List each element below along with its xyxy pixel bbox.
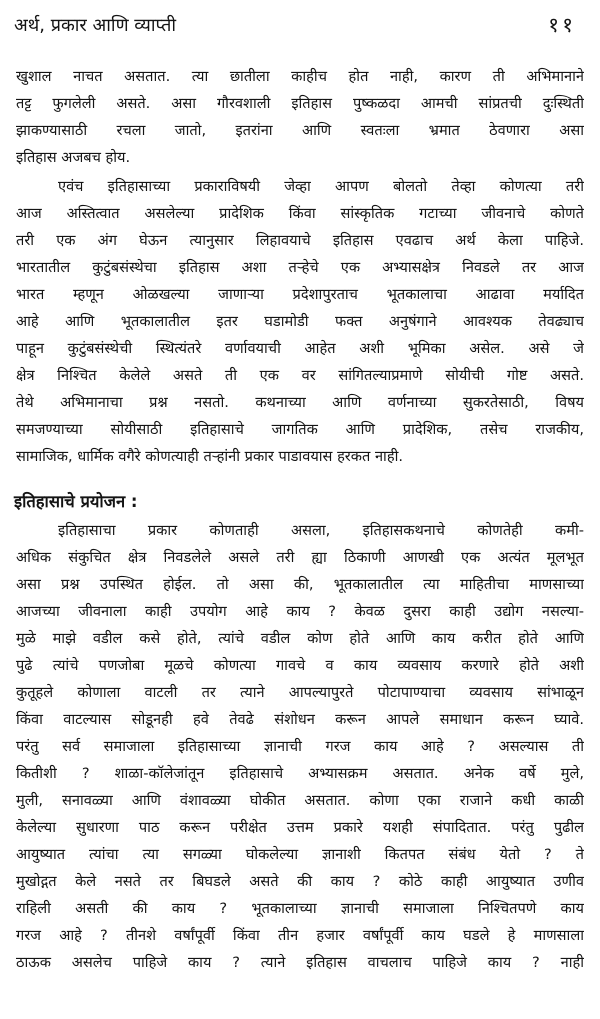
text-line: परंतु सर्व समाजाला इतिहासाच्या ज्ञानाची गरज काय आहे ? असल्यास ती xyxy=(16,738,584,755)
text-line: इतिहासाचा प्रकार कोणताही असला, इतिहासकथनाचे कोणतेही कमी- xyxy=(58,522,584,539)
text-line: आजच्या जीवनाला काही उपयोग आहे काय ? केवळ दुसरा काही उद्योग नसल्या- xyxy=(16,603,584,620)
text-line: मुखोद्गत केले नसते तर बिघडले असते की काय ? कोठे काही आयुष्यात उणीव xyxy=(16,873,584,890)
page-header xyxy=(14,10,576,40)
text-line: समजण्याच्या सोयीसाठी इतिहासाचे जागतिक आणि प्रादेशिक, तसेच राजकीय, xyxy=(16,421,584,438)
text-line: कुतूहले कोणाला वाटली तर त्याने आपल्यापुरते पोटापाण्याचा व्यवसाय सांभाळून xyxy=(16,684,584,701)
text-line: भारतातील कुटुंबसंस्थेचा इतिहास अशा तऱ्हेचे एक अभ्यासक्षेत्र निवडले तर आज xyxy=(16,259,584,276)
text-line: केलेल्या सुधारणा पाठ करून परीक्षेत उत्तम प्रकारे यशही संपादितात. परंतु पुढील xyxy=(16,819,584,836)
text-line: आज अस्तित्वात असलेल्या प्रादेशिक किंवा सांस्कृतिक गटाच्या जीवनाचे कोणते xyxy=(16,205,584,222)
text-line: इतिहास अजबच होय. xyxy=(16,149,131,166)
text-line: तट्ट फुगलेली असते. असा गौरवशाली इतिहास पुष्कळदा आमची सांप्रतची दुःस्थिती xyxy=(16,95,584,112)
text-line: कितीशी ? शाळा-कॉलेजांतून इतिहासाचे अभ्यासक्रम असतात. अनेक वर्षे मुले, xyxy=(16,765,584,782)
text-line: भारत म्हणून ओळखल्या जाणाऱ्या प्रदेशापुरताच भूतकालाचा आढावा मर्यादित xyxy=(16,286,584,303)
text-line: राहिली असती की काय ? भूतकालाच्या ज्ञानाची समाजाला निश्चितपणे काय xyxy=(16,900,584,917)
text-line: असा प्रश्न उपस्थित होईल. तो असा की, भूतकालातील त्या माहितीचा माणसाच्या xyxy=(16,576,584,593)
text-line: किंवा वाटल्यास सोडूनही हवे तेवढे संशोधन करून आपले समाधान करून घ्यावे. xyxy=(16,711,584,728)
section-heading: इतिहासाचे प्रयोजन : xyxy=(14,492,138,511)
text-line: पाहून कुटुंबसंस्थेची स्थित्यंतरे वर्णावयाची आहेत अशी भूमिका असेल. असे जे xyxy=(16,340,584,357)
text-line: आहे आणि भूतकालातील इतर घडामोडी फक्त अनुषंगाने आवश्यक तेवढ्याच xyxy=(16,313,584,330)
text-line: एवंच इतिहासाच्या प्रकाराविषयी जेव्हा आपण बोलतो तेव्हा कोणत्या तरी xyxy=(58,178,584,195)
text-line: तेथे अभिमानाचा प्रश्न नसतो. कथनाच्या आणि वर्णनाच्या सुकरतेसाठी, विषय xyxy=(16,394,584,411)
text-line: तरी एक अंग घेऊन त्यानुसार लिहावयाचे इतिहास एवढाच अर्थ केला पाहिजे. xyxy=(16,232,584,249)
text-line: क्षेत्र निश्चित केलेले असते ती एक वर सांगितल्याप्रमाणे सोयीची गोष्ट असते. xyxy=(16,367,584,384)
text-line: पुढे त्यांचे पणजोबा मूळचे कोणत्या गावचे व काय व्यवसाय करणारे होते अशी xyxy=(16,657,584,674)
text-line: ठाऊक असलेच पाहिजे काय ? त्याने इतिहास वाचलाच पाहिजे काय ? नाही xyxy=(16,954,584,971)
text-line: मुळे माझे वडील कसे होते, त्यांचे वडील कोण होते आणि काय करीत होते आणि xyxy=(16,630,584,647)
text-line: मुली, सनावळ्या आणि वंशावळ्या घोकीत असतात. कोणा एका राजाने कधी काळी xyxy=(16,792,584,809)
text-line: आयुष्यात त्यांचा त्या सगळ्या घोकलेल्या ज्ञानाशी कितपत संबंध येतो ? ते xyxy=(16,846,584,863)
text-line: अधिक संकुचित क्षेत्र निवडलेले असले तरी ह्या ठिकाणी आणखी एक अत्यंत मूलभूत xyxy=(16,549,584,566)
text-line: सामाजिक, धार्मिक वगैरे कोणत्याही तऱ्हांनी प्रकार पाडावयास हरकत नाही. xyxy=(16,448,403,465)
text-line: गरज आहे ? तीनशे वर्षांपूर्वी किंवा तीन हजार वर्षांपूर्वी काय घडले हे माणसाला xyxy=(16,927,584,944)
page-number: ११ xyxy=(548,13,576,37)
text-line: खुशाल नाचत असतात. त्या छातीला काहीच होत नाही, कारण ती अभिमानाने xyxy=(16,68,584,85)
text-line: झाकण्यासाठी रचला जातो, इतरांना आणि स्वतःला भ्रमात ठेवणारा असा xyxy=(16,122,584,139)
chapter-title: अर्थ, प्रकार आणि व्याप्ती xyxy=(14,15,177,36)
